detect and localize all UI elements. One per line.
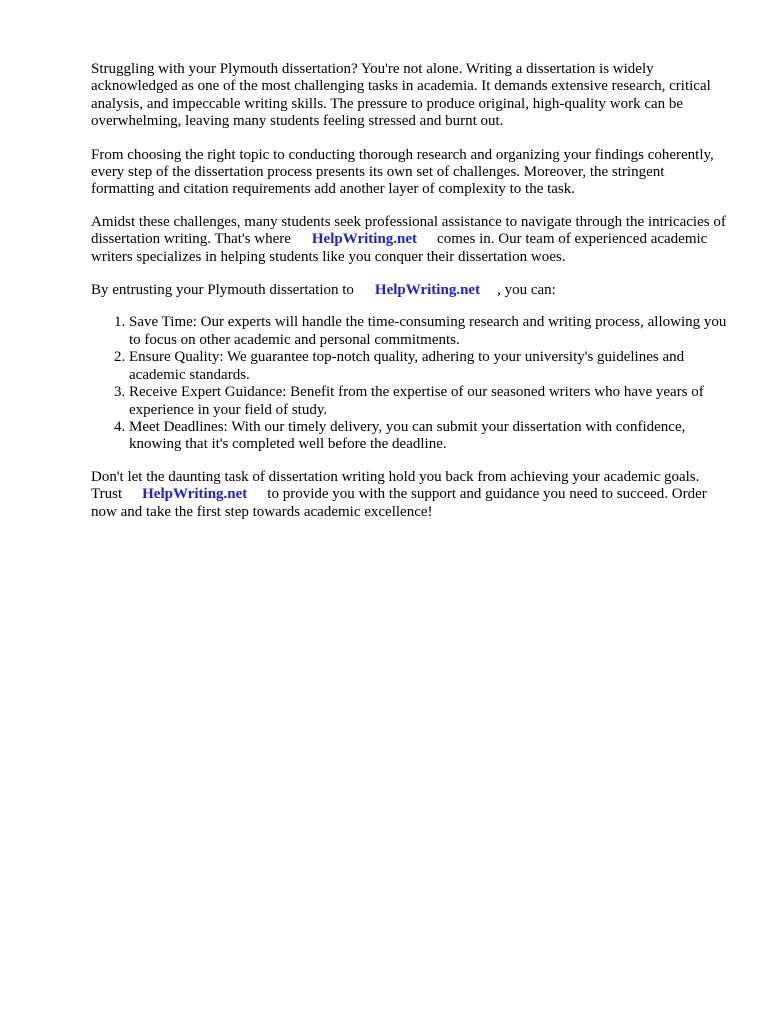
challenges-paragraph: From choosing the right topic to conducting thorough research and organizing your findings coherently, every step of the dissertation process presents its own set of challenges. Moreover, the stringent formatting and citation requirements add another layer of complexity to the task. xyxy=(91,146,714,198)
intro-paragraph: Struggling with your Plymouth dissertation? You're not alone. Writing a dissertation is widely acknowledged as one of the most challenging tasks in academia. It demands extensive research, critical analysis, and impeccable writing skills. The pressure to produce original, high-quality work can be overwhelming, leaving many students feeling stressed and burnt out. xyxy=(91,61,711,130)
list-item: 4. Meet Deadlines: With our timely delivery, you can submit your dissertation with confidence, knowing that it's completed well before the deadline. xyxy=(129,419,731,454)
assistance-text-after: comes in. Our team of experienced academic writers specializes in helping students like you conquer their dissertation woes. xyxy=(91,231,708,265)
closing-text-before: Don't let the daunting task of dissertation writing hold you back from achieving your academic goals. Trust xyxy=(91,468,700,503)
entrusting-text-after: , you can: xyxy=(497,282,556,299)
assistance-text-before: Amidst these challenges, many students seek professional assistance to navigate through the intricacies of dissertation writing. That's where xyxy=(91,213,726,248)
helpwriting-link[interactable]: HelpWriting.net xyxy=(142,486,248,503)
list-item: 2. Ensure Quality: We guarantee top-notch quality, adhering to your university's guidelines and academic standards. xyxy=(129,349,731,384)
helpwriting-link[interactable]: HelpWriting.net xyxy=(311,231,418,248)
document-body xyxy=(91,61,731,521)
closing-text-after: to provide you with the support and guidance you need to succeed. Order now and take the first step towards academic excellence! xyxy=(91,486,707,520)
closing-paragraph xyxy=(91,469,731,521)
entrusting-paragraph xyxy=(91,282,731,299)
benefits-list xyxy=(91,314,731,453)
assistance-paragraph xyxy=(91,214,731,266)
list-item: 1. Save Time: Our experts will handle the time-consuming research and writing process, allowing you to focus on other academic and personal commitments. xyxy=(129,314,731,349)
list-item: 3. Receive Expert Guidance: Benefit from the expertise of our seasoned writers who have years of experience in your field of study. xyxy=(129,384,731,419)
entrusting-text-before: By entrusting your Plymouth dissertation to xyxy=(91,282,354,299)
helpwriting-link[interactable]: HelpWriting.net xyxy=(374,282,481,299)
